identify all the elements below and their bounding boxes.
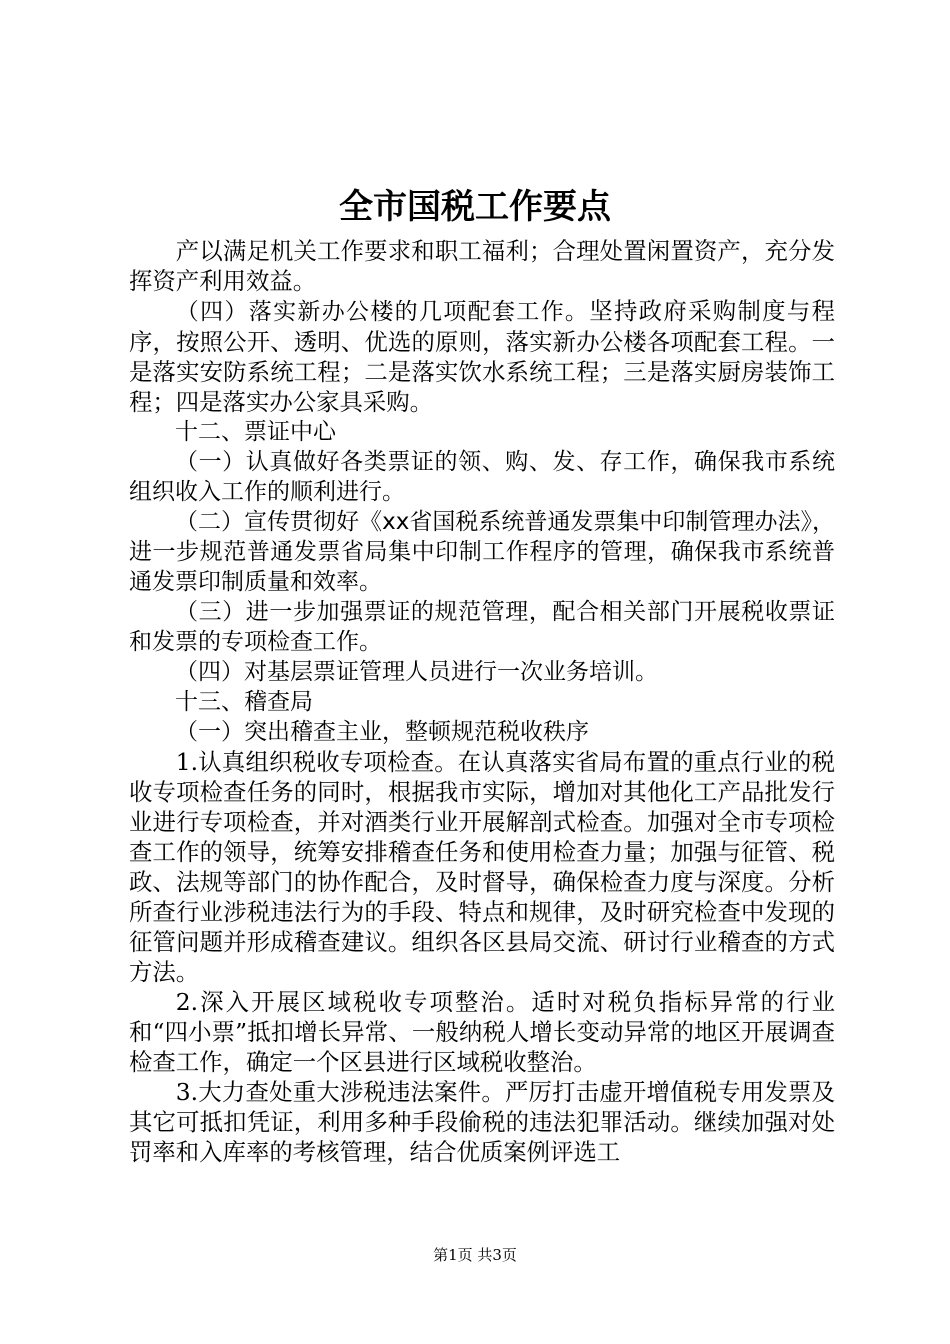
paragraph (129, 296, 835, 417)
page-footer: 第1页 共3页 (433, 1246, 517, 1264)
paragraph: （一）认真做好各类票证的领、购、发、存工作，确保我市系统组织收入工作的顺利进行。 (129, 449, 835, 505)
paragraph: 1.认真组织税收专项检查。在认真落实省局布置的重点行业的税收专项检查任务的同时，根据我市实际，增加对其他化工产品批发行业进行专项检查，并对酒类行业开展解剖式检查。加强对全市专项检查工作的领导，统筹安排稽查任务和使用检查力量；加强与征管、税政、法规等部门的协作配合，及时督导，确保检查力度与深度。分析所查行业涉税违法行为的手段、特点和规律，及时研究检查中发现的征管问题并形成稽查建议。组织各区县局交流、研讨行业稽查的方式方法。 (129, 748, 835, 986)
paragraph: 3.大力查处重大涉税违法案件。严厉打击虚开增值税专用发票及其它可抵扣凭证，利用多种手段偷税的违法犯罪活动。继续加强对处罚率和入库率的考核管理，结合优质案例评选工 (129, 1078, 835, 1166)
section-heading: 十三、稽查局 (175, 689, 313, 715)
paragraph: （二）宣传贯彻好《xx省国税系统普通发票集中印制管理办法》，进一步规范普通发票省局集中印制工作程序的管理，确保我市系统普通发票印制质量和效率。 (129, 509, 835, 595)
section-heading: 十二、票证中心 (175, 419, 336, 445)
paragraph: 2.深入开展区域税收专项整治。适时对税负指标异常的行业和“四小票”抵扣增长异常、一般纳税人增长变动异常的地区开展调查检查工作，确定一个区县进行区域税收整治。 (129, 988, 835, 1076)
paragraph: （三）进一步加强票证的规范管理，配合相关部门开展税收票证和发票的专项检查工作。 (129, 599, 835, 655)
subsection-heading: （一）突出稽查主业，整顿规范税收秩序 (175, 719, 589, 745)
document-title: 全市国税工作要点 (339, 187, 611, 227)
paragraph-text: 坚持政府采购制度与程序，按照公开、透明、优选的原则，落实新办公楼各项配套工程。一是落实安防系统工程；二是落实饮水系统工程；三是落实厨房装饰工程；四是落实办公家具采购。 (129, 297, 836, 416)
paragraph: （四）对基层票证管理人员进行一次业务培训。 (175, 659, 658, 685)
paragraph: 产以满足机关工作要求和职工福利；合理处置闲置资产，充分发挥资产利用效益。 (129, 237, 835, 295)
document-body (129, 236, 835, 1167)
paragraph-lead: （四）落实新办公楼的几项配套工作。 (175, 299, 590, 325)
